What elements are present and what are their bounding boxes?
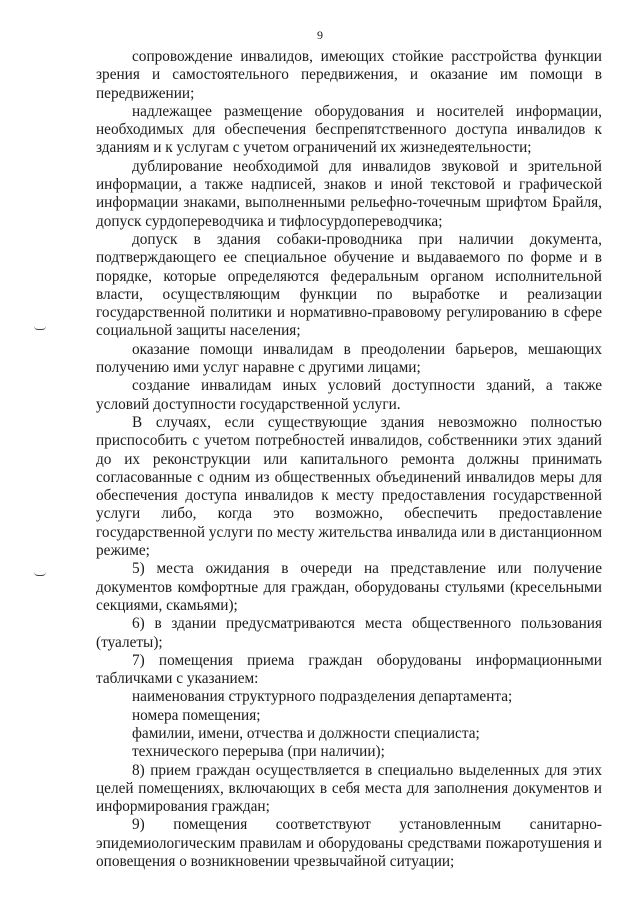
list-item: фамилии, имени, отчества и должности специалиста; [132,724,480,742]
paragraph: 7) помещения приема граждан оборудованы информационными табличками с указанием: [96,651,602,688]
paragraph: допуск в здания собаки-проводника при наличии документа, подтверждающего ее специальное обучение и выдаваемого по форме и в порядке, которые определяются федеральным органом исполнительной власти, осуществляющим функции по выработке и реализации государственной политики и нормативно-правовому регулированию в сфере социальной защиты населения; [96,230,602,340]
paragraph: В случаях, если существующие здания невозможно полностью приспособить с учетом потребностей инвалидов, собственники этих зданий до их реконструкции или капитального ремонта должны принимать согласованные с одним из общественных объединений инвалидов меры для обеспечения доступа инвалидов к месту предоставления государственной услуги либо, когда это возможно, обеспечить предоставление государственной услуги по месту жительства инвалида или в дистанционном режиме; [96,413,602,560]
paragraph: дублирование необходимой для инвалидов звуковой и зрительной информации, а также надписей, знаков и иной текстовой и графической информации знаками, выполненными рельефно-точечным шрифтом Брайля, допуск сурдопереводчика и тифлосурдопереводчика; [96,157,602,230]
paragraph: 5) места ожидания в очереди на представление или получение документов комфортные для граждан, оборудованы стульями (кресельными секциями, скамьями); [96,560,602,614]
paragraph: оказание помощи инвалидам в преодолении барьеров, мешающих получению ими услуг наравне с другими лицами; [96,340,602,377]
document-body [96,48,602,871]
list-item: номера помещения; [132,706,261,724]
list-item: технического перерыва (при наличии); [132,743,385,761]
paragraph: 9) помещения соответствуют установленным санитарно-эпидемиологическим правилам и оборудованы средствами пожаротушения и оповещения о возникновении чрезвычайной ситуации; [96,816,602,871]
paragraph: сопровождение инвалидов, имеющих стойкие расстройства функции зрения и самостоятельного передвижения, и оказание им помощи в передвижении; [96,48,602,102]
paragraph: 6) в здании предусматриваются места общественного пользования (туалеты); [96,615,602,651]
paragraph: создание инвалидам иных условий доступности зданий, а также условий доступности государственной услуги. [96,377,602,413]
paragraph: надлежащее размещение оборудования и носителей информации, необходимых для обеспечения беспрепятственного доступа инвалидов к зданиям и к услугам с учетом ограничений их жизнедеятельности; [96,102,602,157]
margin-mark [34,326,46,330]
paragraph: 8) прием граждан осуществляется в специально выделенных для этих целей помещениях, включающих в себя места для заполнения документов и информирования граждан; [96,761,602,816]
list-item: наименования структурного подразделения департамента; [132,688,513,706]
page-number: 9 [317,28,323,42]
margin-mark [34,572,46,576]
